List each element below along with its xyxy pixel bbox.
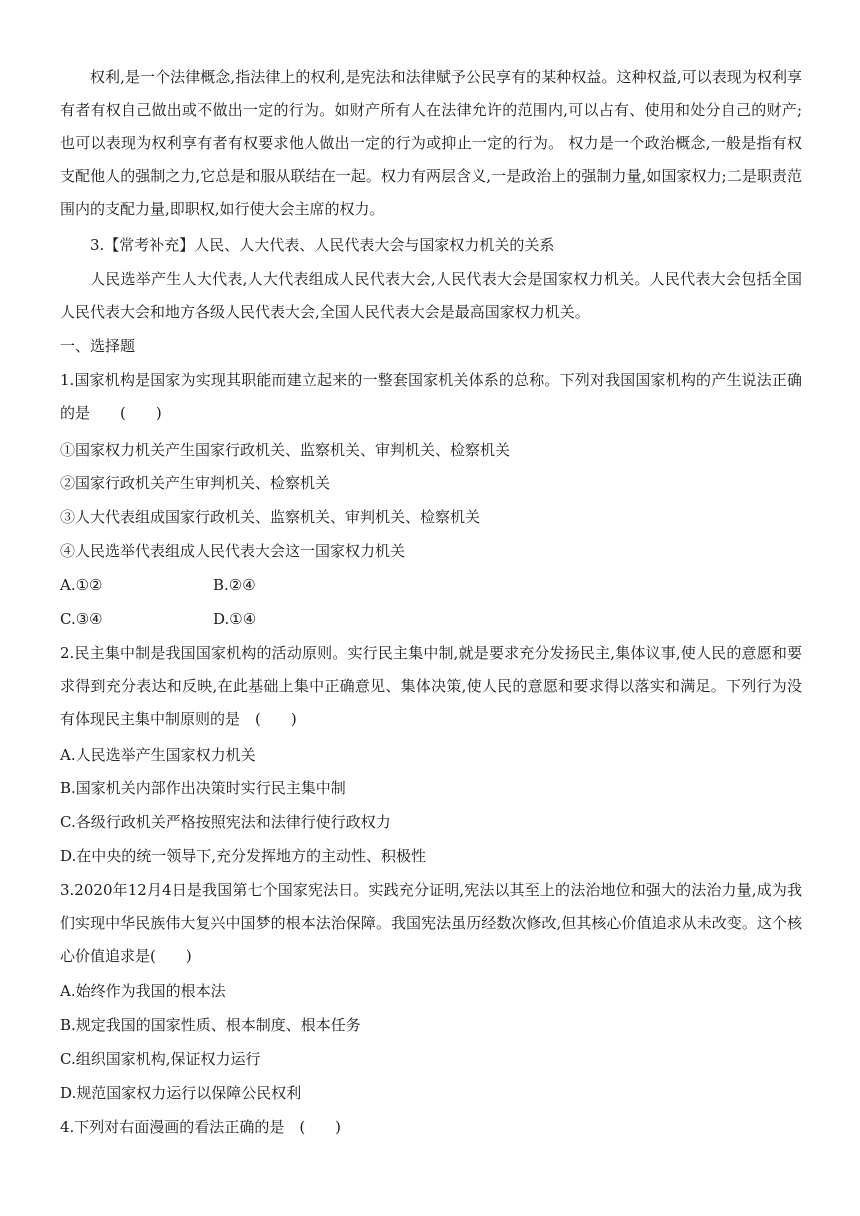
question-1-option-a[interactable]: A.①② bbox=[60, 576, 103, 594]
question-3-option-b[interactable]: B.规定我国的国家性质、根本制度、根本任务 bbox=[60, 1016, 361, 1034]
question-1-option-c[interactable]: C.③④ bbox=[60, 610, 103, 628]
question-3-option-a[interactable]: A.始终作为我国的根本法 bbox=[60, 982, 226, 1000]
question-3-option-d[interactable]: D.规范国家权力运行以保障公民权利 bbox=[60, 1084, 302, 1102]
supplement-heading: 3.【常考补充】人民、人大代表、人民代表大会与国家权力机关的关系 bbox=[90, 236, 555, 254]
question-1-statement-2: ②国家行政机关产生审判机关、检察机关 bbox=[60, 474, 331, 492]
question-1-option-d[interactable]: D.①④ bbox=[213, 610, 257, 628]
question-1-options-row-1 bbox=[60, 569, 460, 602]
question-1-statement-1: ①国家权力机关产生国家行政机关、监察机关、审判机关、检察机关 bbox=[60, 441, 511, 459]
question-2-option-c[interactable]: C.各级行政机关严格按照宪法和法律行使行政权力 bbox=[60, 813, 391, 831]
supplement-body: 人民选举产生人大代表,人大代表组成人民代表大会,人民代表大会是国家权力机关。人民代表大会包括全国人民代表大会和地方各级人民代表大会,全国人民代表大会是最高国家权力机关。 bbox=[60, 270, 802, 321]
question-3-option-c[interactable]: C.组织国家机构,保证权力运行 bbox=[60, 1050, 261, 1068]
question-2-stem: 2.民主集中制是我国国家机构的活动原则。实行民主集中制,就是要求充分发扬民主,集体议事,使人民的意愿和要求得到充分表达和反映,在此基础上集中正确意见、集体决策,使人民的意愿和要求得以落实和满足。下列行为没有体现民主集中制原则的是 ( ) bbox=[60, 644, 802, 728]
question-1-statement-3: ③人大代表组成国家行政机关、监察机关、审判机关、检察机关 bbox=[60, 508, 481, 526]
rights-power-paragraph: 权利,是一个法律概念,指法律上的权利,是宪法和法律赋予公民享有的某种权益。这种权益,可以表现为权利享有者有权自己做出或不做出一定的行为。如财产所有人在法律允许的范围内,可以占有、使用和处分自己的财产;也可以表现为权利享有者有权要求他人做出一定的行为或抑止一定的行为。 权力是一个政治概念,一般是指有权支配他人的强制之力,它总是和服从联结在一起。权力有两层含义,一是政治上的强制力量,如国家权力;二是职责范围内的支配力量,即职权,如行使大会主席的权力。 bbox=[60, 68, 802, 218]
question-2-option-d[interactable]: D.在中央的统一领导下,充分发挥地方的主动性、积极性 bbox=[60, 847, 427, 865]
question-1-options-row-2 bbox=[60, 603, 460, 636]
question-1-option-b[interactable]: B.②④ bbox=[213, 576, 256, 594]
question-2-option-a[interactable]: A.人民选举产生国家权力机关 bbox=[60, 746, 256, 764]
section-title: 一、选择题 bbox=[60, 337, 136, 355]
question-4-stem: 4.下列对右面漫画的看法正确的是 ( ) bbox=[60, 1118, 342, 1136]
question-3-stem: 3.2020年12月4日是我国第七个国家宪法日。实践充分证明,宪法以其至上的法治地位和强大的法治力量,成为我们实现中华民族伟大复兴中国梦的根本法治保障。我国宪法虽历经数次修改,但其核心价值追求从未改变。这个核心价值追求是( ) bbox=[60, 881, 802, 965]
question-1-statement-4: ④人民选举代表组成人民代表大会这一国家权力机关 bbox=[60, 542, 406, 560]
question-2-option-b[interactable]: B.国家机关内部作出决策时实行民主集中制 bbox=[60, 779, 346, 797]
question-1-stem: 1.国家机构是国家为实现其职能而建立起来的一整套国家机关体系的总称。下列对我国国家机构的产生说法正确的是 ( ) bbox=[60, 371, 802, 422]
